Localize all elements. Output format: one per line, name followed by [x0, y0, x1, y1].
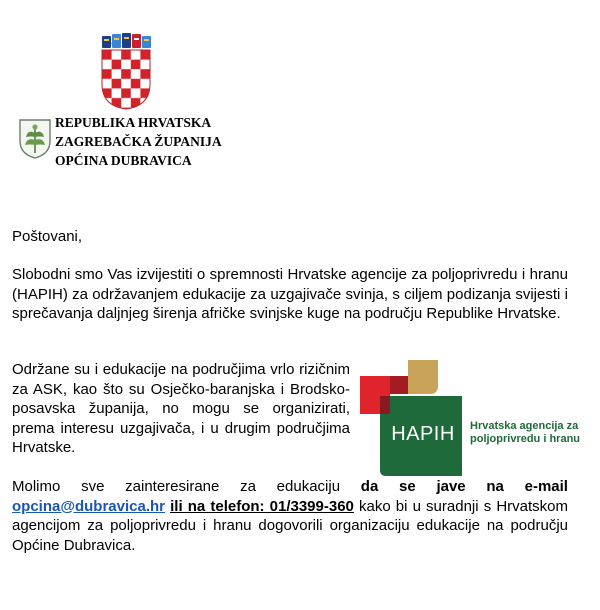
header-line-republic: REPUBLIKA HRVATSKA — [55, 115, 212, 130]
phone-contact: ili na telefon: 01/3399-360 — [170, 497, 354, 515]
hapih-logo — [356, 356, 596, 480]
header-line-municipality: OPĆINA DUBRAVICA — [55, 153, 192, 168]
hapih-name-line-2: poljoprivredu i hranu — [470, 433, 581, 445]
letter-paragraph-3 — [12, 477, 568, 555]
email-link[interactable]: opcina@dubravica.hr — [12, 497, 165, 515]
hapih-acronym: HAPIH — [391, 423, 455, 445]
header-line-county: ZAGREBAČKA ŽUPANIJA — [55, 134, 222, 149]
letter-paragraph-1: Slobodni smo Vas izvijestiti o spremnosti Hrvatske agencije za poljoprivredu i hranu (HAPIH) za održavanjem edukacije za uzgajivače svinja, s ciljem podizanja svijesti i sprečavanja daljnjeg širenja afričke svinjske kuge na području Republike Hrvatske. — [12, 266, 568, 322]
hapih-agency-name — [470, 420, 600, 446]
letter-paragraph-2: Održane su i edukacije na područjima vrlo rizičnim za ASK, kao što su Osječko-baranjska i Brodsko-posavska županija, no mogu se organizirati, prema interesu uzgajivača, i u drugim područjima Hrvatske. — [12, 361, 350, 456]
croatian-coat-of-arms-icon — [100, 32, 152, 110]
dubravica-municipality-emblem-icon — [18, 117, 52, 159]
letter-greeting: Poštovani, — [12, 228, 83, 245]
p3-start: Molimo sve zainteresirane za edukaciju — [12, 478, 361, 495]
p3-contact-prompt: da se jave na e-mail — [360, 478, 568, 495]
municipality-header — [55, 113, 222, 170]
hapih-name-line-1: Hrvatska agencija za — [470, 420, 579, 432]
p3-end: kako bi u suradnji s Hrvatskom agencijom za poljoprivredu i hranu dogovorili organizaciju edukacije na području Općine Dubravica. — [12, 497, 568, 554]
